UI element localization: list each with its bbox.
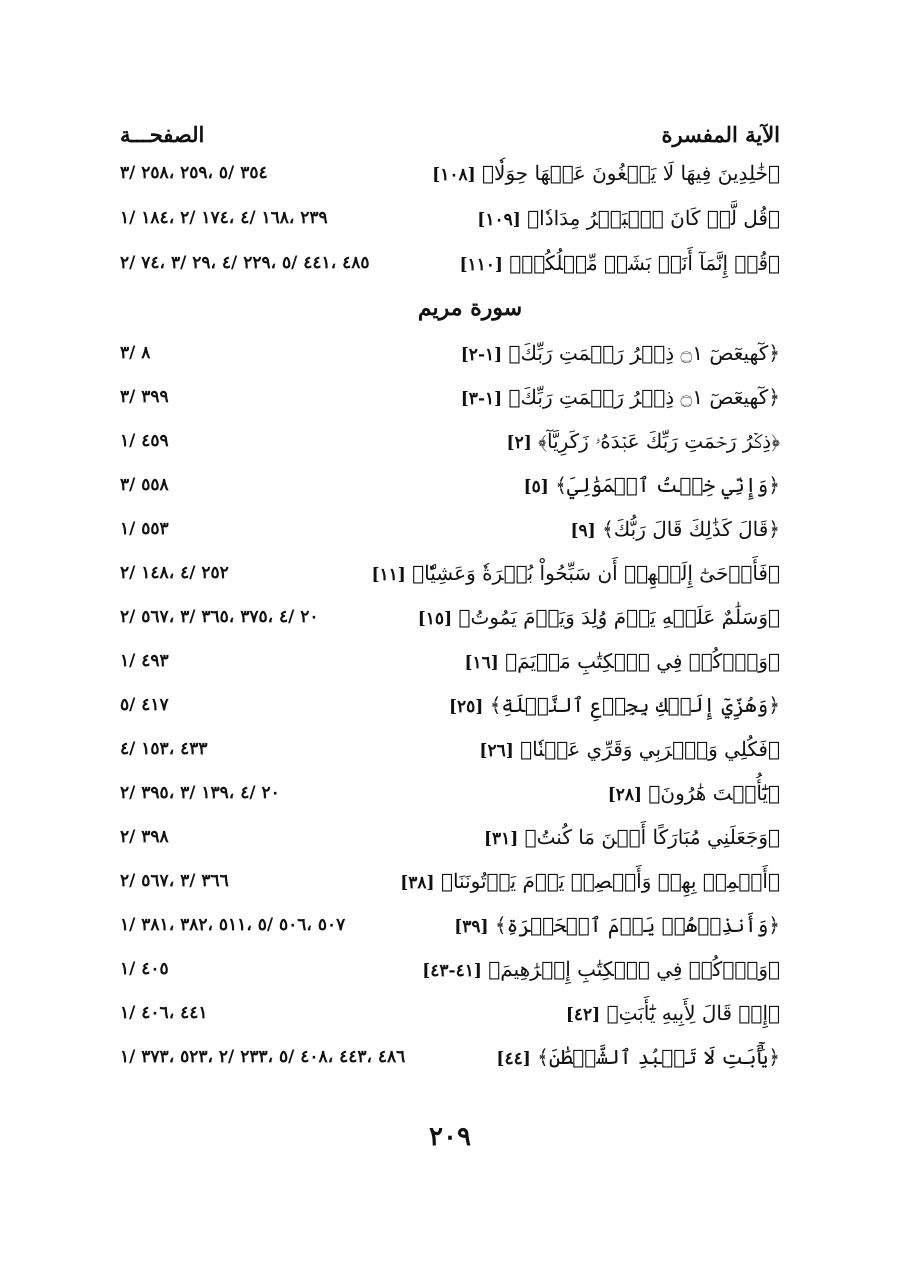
verse-entry <box>400 869 780 893</box>
verse-entry <box>608 781 780 805</box>
verse-number: [١١٠] <box>459 254 503 275</box>
page-references: ٣٩٩ /٣ <box>120 387 169 407</box>
page-references: ٤٥٩ /١ <box>120 431 169 451</box>
verse-number: [١٠٩] <box>477 209 521 230</box>
page-references: ٤٣٣ ،١٥٣ /٤ <box>120 739 208 759</box>
page-references: ٨ /٣ <box>120 343 151 363</box>
index-row <box>120 683 780 727</box>
verse-entry <box>454 913 780 937</box>
verse-column-header: الآية المفسرة <box>661 121 780 147</box>
index-row <box>120 903 780 947</box>
verse-text: ﴿إِذۡ قَالَ لِأَبِيهِ يَٰٓأَبَتِ﴾ <box>606 1001 780 1025</box>
verse-entry <box>461 385 780 409</box>
page-references: ٥٥٣ /١ <box>120 519 169 539</box>
page-references: ٤٨٦ ،٤٤٣ ،٤٠٨ /٥ ،٢٣٣ /٢ ،٥٢٣ ،٣٧٣ /١ <box>120 1047 406 1067</box>
index-row <box>120 1035 780 1079</box>
index-page <box>120 118 780 1079</box>
verse-text: ﴿وَٱذۡكُرۡ فِي ٱلۡكِتَٰبِ إِبۡرَٰهِيمَ﴾ <box>488 957 780 981</box>
index-row <box>120 195 780 240</box>
rows-after-surah <box>120 331 780 1079</box>
verse-entry <box>461 341 780 365</box>
index-row <box>120 771 780 815</box>
verse-text: ﴿يَٰٓأَبَتِ لَا تَعۡبُدِ ٱلشَّيۡطَٰنَ﴾ <box>537 1045 780 1069</box>
verse-entry <box>422 957 780 981</box>
verse-entry <box>484 825 780 849</box>
verse-text: ﴿وَٱذۡكُرۡ فِي ٱلۡكِتَٰبِ مَرۡيَمَ﴾ <box>505 649 780 673</box>
verse-entry <box>477 206 780 230</box>
verse-entry <box>507 429 780 453</box>
page-references: ٢٣٩ ،١٦٨ /٤ ،١٧٤ /٢ ،١٨٤ /١ <box>120 207 328 228</box>
verse-text: ﴿ذِكۡرُ رَحۡمَتِ رَبِّكَ عَبۡدَهُۥ زَكَرِيَّآ﴾ <box>538 429 780 453</box>
verse-number: [١٥] <box>417 609 453 629</box>
verse-number: [٩] <box>570 521 596 541</box>
verse-text: ﴿قُل لَّوۡ كَانَ ٱلۡبَحۡرُ مِدَادٗا﴾ <box>527 205 780 230</box>
verse-number: [٤١-٤٣] <box>422 961 482 981</box>
verse-entry <box>459 251 780 275</box>
verse-number: [١٠٨] <box>432 164 476 185</box>
index-row <box>120 991 780 1035</box>
verse-number: [٤٤] <box>496 1049 531 1069</box>
verse-entry <box>524 473 780 497</box>
index-row <box>120 150 780 195</box>
page-references: ٣٦٦ /٣ ،٥٦٧ /٢ <box>120 871 229 891</box>
index-row <box>120 331 780 375</box>
verse-number: [١٦] <box>464 653 499 673</box>
verse-text: ﴿كٓهيعٓصٓ ۝١ ذِكۡرُ رَحۡمَتِ رَبِّكَ﴾ <box>508 385 780 409</box>
index-row <box>120 947 780 991</box>
index-row <box>120 551 780 595</box>
page-references: ٤١٧ /٥ <box>120 695 169 715</box>
verse-number: [١-٣] <box>460 389 503 409</box>
verse-number: [٥] <box>523 477 549 497</box>
verse-entry <box>449 693 780 717</box>
verse-number: [٢٦] <box>479 741 514 761</box>
page-references: ٢٠ /٤ ،١٣٩ /٣ ،٣٩٥ /٢ <box>120 783 280 803</box>
verse-number: [١١] <box>371 565 406 585</box>
verse-entry <box>432 161 780 185</box>
index-row <box>120 507 780 551</box>
verse-text: ﴿وَهُزِّيٓ إِلَيۡكِ بِجِذۡعِ ٱلنَّخۡلَةِ﴾ <box>489 693 780 717</box>
page-references: ٤٩٣ /١ <box>120 651 169 671</box>
index-row <box>120 727 780 771</box>
verse-text: ﴿فَأَوۡحَىٰٓ إِلَيۡهِمۡ أَن سَبِّحُواْ بُكۡرَةٗ وَعَشِيّٗا﴾ <box>412 561 780 585</box>
verse-number: [١-٢] <box>460 345 503 365</box>
verse-entry <box>570 517 780 541</box>
index-row <box>120 375 780 419</box>
verse-number: [٤٢] <box>565 1005 601 1025</box>
verse-number: [٣٨] <box>400 873 435 893</box>
column-headers <box>120 118 780 150</box>
page-references: ٤٨٥ ،٤٤١ /٥ ،٢٢٩ /٤ ،٢٩ /٣ ،٧٤ /٢ <box>120 252 370 273</box>
verse-text: ﴿قَالَ كَذَٰلِكَ قَالَ رَبُّكَ﴾ <box>602 517 780 541</box>
verse-entry <box>479 737 780 761</box>
page-references: ٤٤١ ،٤٠٦ /١ <box>120 1003 208 1023</box>
verse-text: ﴿أَسۡمِعۡ بِهِمۡ وَأَبۡصِرۡ يَوۡمَ يَأۡتُونَنَا﴾ <box>440 869 780 893</box>
index-row <box>120 595 780 639</box>
verse-text: ﴿وَأَنذِرۡهُمۡ يَوۡمَ ٱلۡحَسۡرَةِ﴾ <box>494 913 780 937</box>
verse-entry <box>464 649 780 673</box>
verse-entry <box>418 605 780 629</box>
index-row <box>120 859 780 903</box>
index-row <box>120 463 780 507</box>
page-references: ٢٠ /٤ ،٣٧٥ ،٣٦٥ /٣ ،٥٦٧ /٢ <box>120 607 319 627</box>
verse-number: [٣١] <box>483 829 519 849</box>
verse-entry <box>371 561 780 585</box>
verse-number: [٣٩] <box>454 917 489 937</box>
index-row <box>120 815 780 859</box>
verse-text: ﴿قُلۡ إِنَّمَآ أَنَا۠ بَشَرٞ مِّثۡلُكُمۡ﴾ <box>509 250 780 275</box>
verse-text: ﴿فَكُلِي وَٱشۡرَبِي وَقَرِّي عَيۡنٗا﴾ <box>520 737 780 761</box>
surah-title: سورة مريم <box>417 295 523 321</box>
verse-entry <box>566 1001 780 1025</box>
page-number: ٢٠٩ <box>429 1122 471 1152</box>
verse-entry <box>496 1045 780 1069</box>
index-row <box>120 240 780 285</box>
page-references: ٥٥٨ /٣ <box>120 475 169 495</box>
verse-text: ﴿وَإِنِّي خِفۡتُ ٱلۡمَوَٰلِيَ﴾ <box>555 473 780 497</box>
page-references: ٣٩٨ /٢ <box>120 827 169 847</box>
rows-before-surah <box>120 150 780 285</box>
verse-number: [٢] <box>506 433 532 453</box>
page-references: ٤٠٥ /١ <box>120 959 169 979</box>
verse-text: ﴿وَجَعَلَنِي مُبَارَكًا أَيۡنَ مَا كُنتُ﴾ <box>524 825 780 849</box>
page-references: ٣٥٤ /٥ ،٢٥٩ ،٢٥٨ /٣ <box>120 162 268 183</box>
index-row <box>120 639 780 683</box>
verse-text: ﴿خَٰلِدِينَ فِيهَا لَا يَبۡغُونَ عَنۡهَا حِوَلٗا﴾ <box>482 160 780 185</box>
verse-number: [٢٥] <box>448 697 484 717</box>
page-references: ٢٥٢ /٤ ،١٤٨ /٢ <box>120 563 229 583</box>
verse-text: ﴿كٓهيعٓصٓ ۝١ ذِكۡرُ رَحۡمَتِ رَبِّكَ﴾ <box>508 341 780 365</box>
page-column-header: الصفحـــة <box>120 121 205 147</box>
verse-text: ﴿وَسَلَٰمٌ عَلَيۡهِ يَوۡمَ وُلِدَ وَيَوۡمَ يَمُوتُ﴾ <box>458 605 780 629</box>
index-row <box>120 419 780 463</box>
verse-number: [٢٨] <box>607 785 643 805</box>
verse-text: ﴿يَٰٓأُخۡتَ هَٰرُونَ﴾ <box>648 781 780 805</box>
page-references: ٥٠٧ ،٥٠٦ /٥ ،٥١١ ،٣٨٢ ،٣٨١ /١ <box>120 915 346 935</box>
